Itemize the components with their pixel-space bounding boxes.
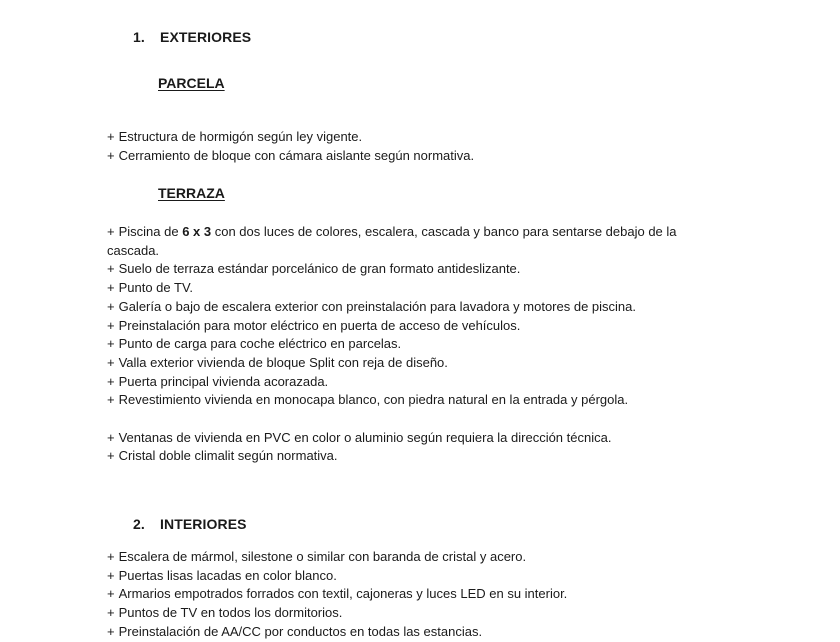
bullet: + [107,392,115,408]
subheading-terraza: TERRAZA [158,185,225,201]
bullet: + [107,224,115,239]
section-title: INTERIORES [160,516,247,532]
section-number: 2. [133,516,145,532]
parcela-item-list [107,128,787,165]
bullet: + [107,261,115,277]
bullet: + [107,280,115,296]
bullet: + [107,623,115,639]
list-item: + Armarios empotrados forrados con textil, cajoneras y luces LED en su interior. [107,586,568,602]
section-heading-interiores [133,516,247,532]
list-item: + Puertas lisas lacadas en color blanco. [107,567,337,583]
section-title: EXTERIORES [160,29,252,45]
list-item: + Valla exterior vivienda de bloque Split con reja de diseño. [107,354,448,370]
bullet: + [107,373,115,389]
list-item: + Suelo de terraza estándar porcelánico de gran formato antideslizante. [107,261,521,277]
bullet: + [107,605,115,621]
bullet: + [107,354,115,370]
list-item: + Puntos de TV en todos los dormitorios. [107,605,343,621]
list-item: + Revestimiento vivienda en monocapa blanco, con piedra natural en la entrada y pérgola. [107,392,629,408]
list-item: + Punto de carga para coche eléctrico en parcelas. [107,336,402,352]
bullet: + [107,298,115,314]
list-item: + Piscina de 6 x 3 con dos luces de colores, escalera, cascada y banco para sentarse debajo de la cascada. [107,224,677,258]
list-item: + Preinstalación para motor eléctrico en puerta de acceso de vehículos. [107,317,521,333]
bullet: + [107,586,115,602]
list-item: + Ventanas de vivienda en PVC en color o aluminio según requiera la dirección técnica. [107,429,612,445]
bullet: + [107,129,115,144]
list-item: + Galería o bajo de escalera exterior con preinstalación para lavadora y motores de piscina. [107,298,636,314]
bullet: + [107,448,115,464]
terraza-item-list [107,223,707,260]
list-item: + Escalera de mármol, silestone o similar con baranda de cristal y acero. [107,549,527,564]
bullet: + [107,429,115,445]
list-item: + Puerta principal vivienda acorazada. [107,373,329,389]
section-number: 1. [133,29,145,45]
bullet: + [107,336,115,352]
terraza-item-list-revestimiento [107,391,682,410]
bullet: + [107,317,115,333]
interiores-item-list [107,548,807,642]
subheading-parcela: PARCELA [158,75,225,91]
list-item: + Cristal doble climalit según normativa. [107,448,338,464]
terraza-item-list-cont [107,260,807,391]
terraza-item-list-end [107,429,807,466]
list-item: + Estructura de hormigón según ley vigente. [107,129,363,144]
section-heading-exteriores [133,29,251,45]
list-item: + Punto de TV. [107,280,194,296]
list-item: + Cerramiento de bloque con cámara aislante según normativa. [107,147,475,163]
bullet: + [107,549,115,564]
pool-dimensions: 6 x 3 [182,224,212,239]
bullet: + [107,147,115,163]
bullet: + [107,567,115,583]
list-item: + Preinstalación de AA/CC por conductos en todas las estancias. [107,623,483,639]
